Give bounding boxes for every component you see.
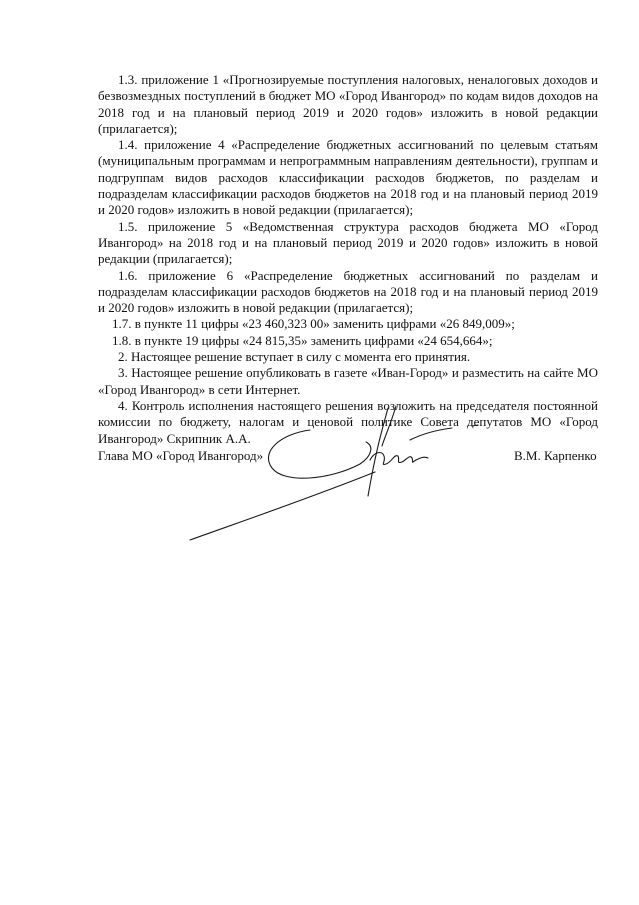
paragraph-2: 2. Настоящее решение вступает в силу с момента его принятия.: [118, 349, 471, 365]
paragraph-4: 4. Контроль исполнения настоящего решения возложить на председателя постоянной комиссии по бюджету, налогам и ценовой политике Совета депутатов МО «Город Ивангород» Скрипник А.А.: [98, 397, 598, 446]
paragraph-1-7: 1.7. в пункте 11 цифры «23 460,323 00» заменить цифрами «26 849,009»;: [112, 316, 515, 332]
signature-stroke-vertical-1: [368, 408, 388, 496]
paragraph-1-3: 1.3. приложение 1 «Прогнозируемые поступления налоговых, неналоговых доходов и безвозмездных поступлений в бюджет МО «Город Ивангород» по кодам видов доходов на 2018 год и на плановый период 2019 и 2020 годов» изложить в новой редакции (прилагается);: [98, 72, 598, 136]
signatory-name: В.М. Карпенко: [514, 448, 597, 463]
paragraph-1-6: 1.6. приложение 6 «Распределение бюджетных ассигнований по разделам и подразделам классификации расходов бюджетов на 2018 год и на плановый период 2019 и 2020 годов» изложить в новой редакции (прилагается);: [98, 267, 598, 316]
signature-stroke-loop: [268, 430, 370, 478]
paragraph-3: 3. Настоящее решение опубликовать в газете «Иван-Город» и разместить на сайте МО «Город Ивангород» в сети Интернет.: [98, 365, 598, 397]
signature-stroke-letters: [370, 453, 428, 465]
document-body: [98, 72, 598, 447]
signature-stroke-dash: [472, 425, 478, 426]
signature-stroke-vertical-2: [382, 406, 396, 446]
signature-stroke-underline: [190, 472, 375, 540]
paragraph-1-4: 1.4. приложение 4 «Распределение бюджетных ассигнований по целевым статьям (муниципальным программам и непрограммным направлениям деятельности), группам и подгруппам видов расходов классификации расходов бюджетов, по разделам и подразделам классификации расходов бюджетов на 2018 год и на плановый период 2019 и 2020 годов» изложить в новой редакции (прилагается);: [98, 137, 598, 218]
paragraph-1-8: 1.8. в пункте 19 цифры «24 815,35» заменить цифрами «24 654,664»;: [112, 332, 493, 348]
signature-stroke-tail: [410, 428, 452, 440]
signatory-title: Глава МО «Город Ивангород»: [98, 448, 264, 463]
handwritten-signature: [160, 400, 500, 550]
paragraph-1-5: 1.5. приложение 5 «Ведомственная структура расходов бюджета МО «Город Ивангород» на 2018 год и на плановый период 2019 и 2020 годов» изложить в новой редакции (прилагается);: [98, 218, 598, 267]
